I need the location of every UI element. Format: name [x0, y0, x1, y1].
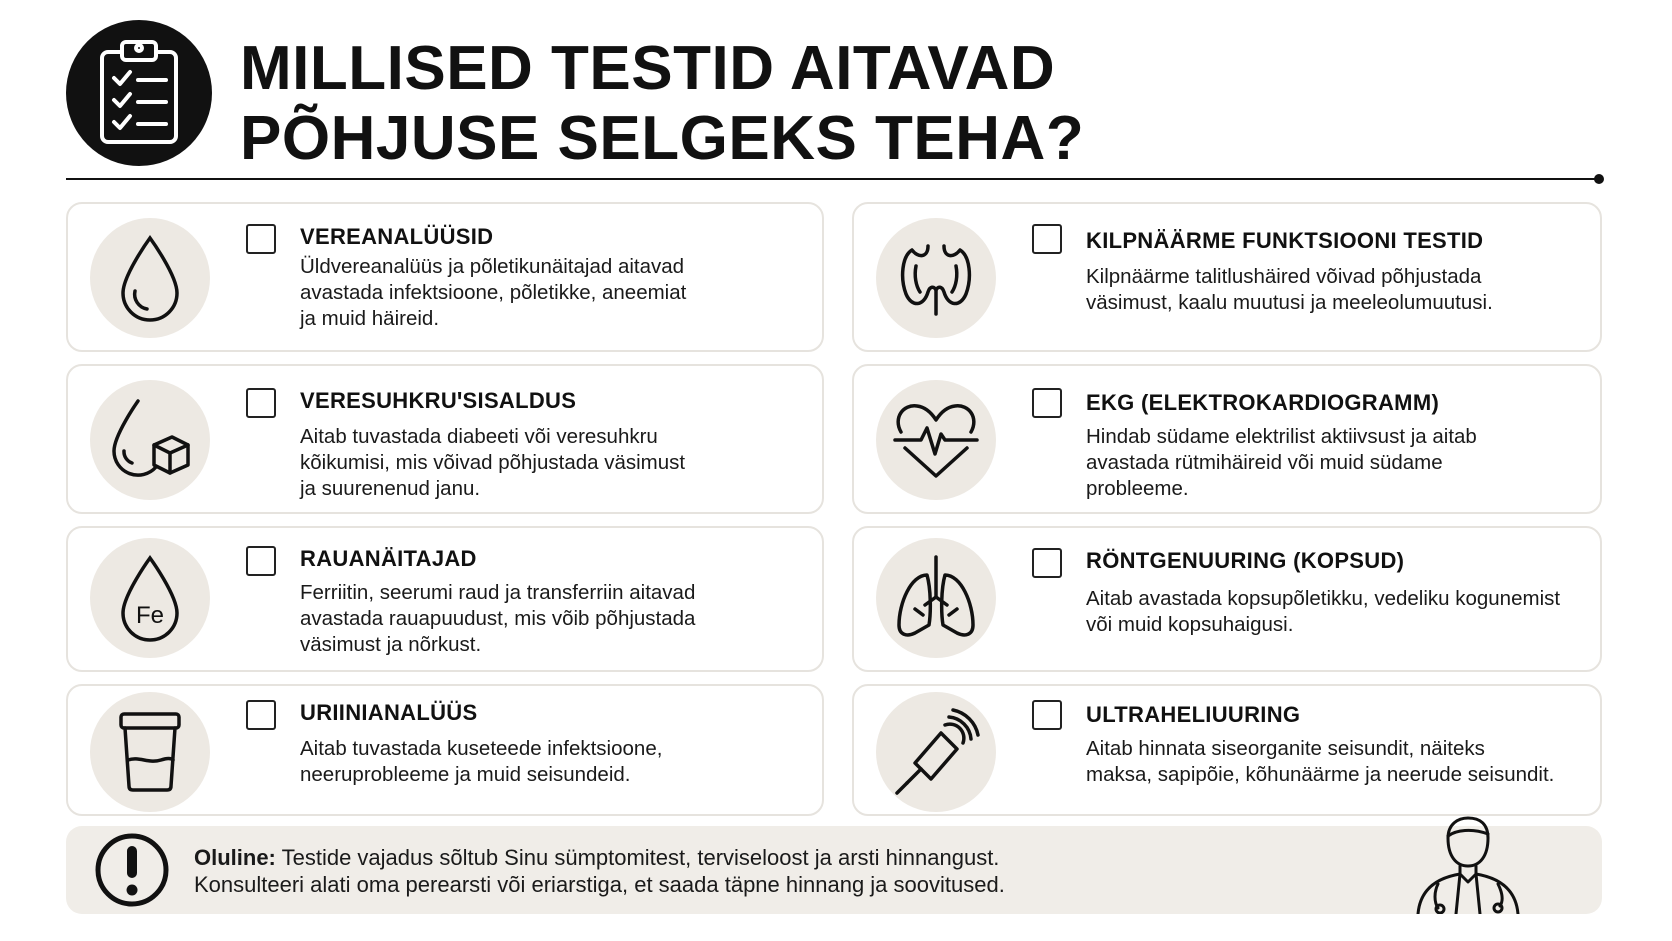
heart-ecg-icon — [876, 380, 996, 500]
blood-drop-icon — [90, 218, 210, 338]
checkbox-urine[interactable] — [246, 700, 276, 730]
test-card-urine — [66, 684, 824, 816]
doctor-icon — [1408, 816, 1528, 914]
thyroid-icon — [876, 218, 996, 338]
checkbox-ecg[interactable] — [1032, 388, 1062, 418]
drop-sugar-cube-icon — [90, 380, 210, 500]
card-text: Hindab südame elektrilist aktiivsust ja aitab avastada rütmihäireid või muid südame probleeme. — [1086, 425, 1477, 500]
card-title: ULTRAHELIUURING — [1086, 702, 1301, 727]
card-text: Üldvereanalüüs ja põletikunäitajad aitavad avastada infektsioone, põletikke, aneemiat ja muid häireid. — [300, 255, 687, 330]
title-divider-dot — [1594, 174, 1604, 184]
test-card-blood-sugar — [66, 364, 824, 514]
checkbox-blood-tests[interactable] — [246, 224, 276, 254]
card-text: Kilpnäärme talitlushäired võivad põhjustada väsimust, kaalu muutusi ja meeleolumuutusi. — [1086, 265, 1493, 314]
test-card-xray — [852, 526, 1602, 672]
card-text: Aitab tuvastada kuseteede infektsioone, neeruprobleeme ja muid seisundeid. — [300, 737, 663, 786]
lungs-icon — [876, 538, 996, 658]
exclamation-icon — [94, 832, 170, 908]
checkbox-iron[interactable] — [246, 546, 276, 576]
note-label: Oluline: — [194, 845, 276, 870]
card-title: VERESUHKRUꞌSISALDUS — [300, 388, 577, 413]
test-card-ultrasound — [852, 684, 1602, 816]
ultrasound-probe-icon — [876, 692, 996, 812]
card-title: RAUANÄITAJAD — [300, 546, 477, 571]
urine-cup-icon — [90, 692, 210, 812]
note-text — [194, 844, 1005, 898]
iron-drop-icon — [90, 538, 210, 658]
note-line2: Konsulteeri alati oma perearsti või eriarstiga, et saada täpne hinnang ja soovitused. — [194, 872, 1005, 897]
card-title: RÖNTGENUURING (KOPSUD) — [1086, 548, 1405, 573]
page-title-line2: PÕHJUSE SELGEKS TEHA? — [240, 104, 1085, 173]
test-card-ecg — [852, 364, 1602, 514]
card-text: Aitab hinnata siseorganite seisundit, näiteks maksa, sapipõie, kõhunäärme ja neerude seisundit. — [1086, 737, 1555, 786]
checkbox-ultrasound[interactable] — [1032, 700, 1062, 730]
page-title-line1: MILLISED TESTID AITAVAD — [240, 34, 1056, 103]
card-text: Ferriitin, seerumi raud ja transferriin aitavad avastada rauapuudust, mis võib põhjustada väsimust ja nõrkust. — [300, 581, 696, 656]
card-title: KILPNÄÄRME FUNKTSIOONI TESTID — [1086, 228, 1484, 253]
card-title: VEREANALÜÜSID — [300, 224, 494, 249]
important-note — [66, 826, 1602, 914]
iron-drop-label: Fe — [135, 602, 165, 629]
card-title: URIINIANALÜÜS — [300, 700, 478, 725]
test-card-thyroid — [852, 202, 1602, 352]
checkbox-blood-sugar[interactable] — [246, 388, 276, 418]
card-title: EKG (ELEKTROKARDIOGRAMM) — [1086, 390, 1440, 415]
title-divider — [66, 178, 1600, 180]
card-text: Aitab avastada kopsupõletikku, vedeliku kogunemist või muid kopsuhaigusi. — [1086, 587, 1561, 636]
test-card-blood — [66, 202, 824, 352]
checkbox-thyroid-tests[interactable] — [1032, 224, 1062, 254]
page-title — [240, 34, 1440, 174]
clipboard-checklist-icon — [66, 20, 212, 166]
checkbox-xray[interactable] — [1032, 548, 1062, 578]
card-text: Aitab tuvastada diabeeti või veresuhkru kõikumisi, mis võivad põhjustada väsimust ja suurenenud janu. — [300, 425, 686, 500]
test-card-iron — [66, 526, 824, 672]
note-line1: Testide vajadus sõltub Sinu sümptomitest, terviseloost ja arsti hinnangust. — [275, 845, 1000, 870]
